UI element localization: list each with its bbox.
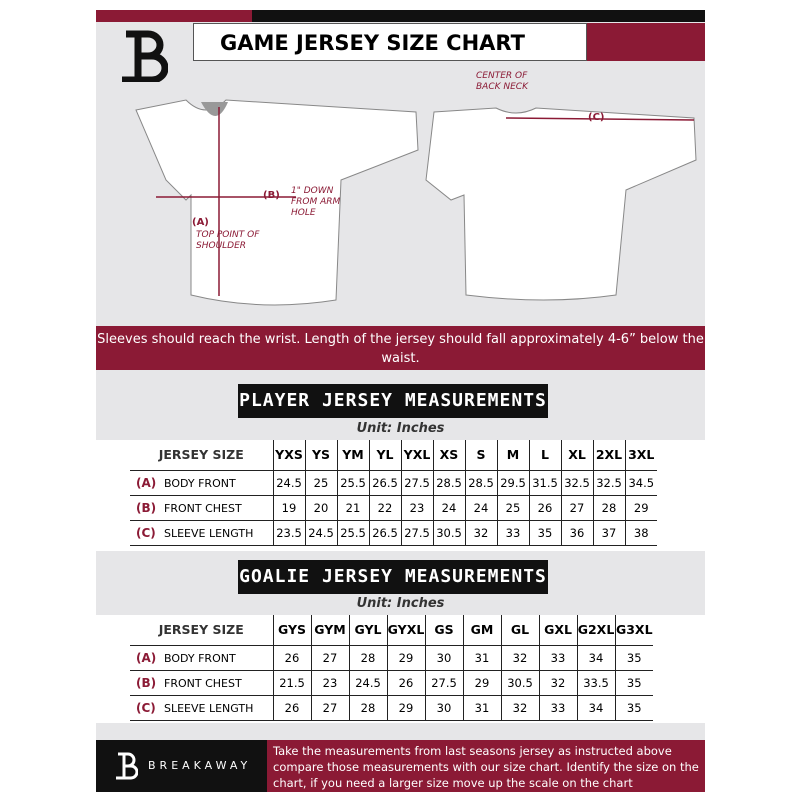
center-back-neck-note: CENTER OF BACK NECK <box>476 71 528 92</box>
top-bar-black <box>252 10 705 22</box>
measurement-cell: 25 <box>305 470 337 495</box>
measurement-cell: 35 <box>615 670 653 695</box>
footer-brand <box>96 740 267 792</box>
measurement-cell: 26 <box>387 670 425 695</box>
measurement-cell: 20 <box>305 495 337 520</box>
size-header-cell: 2XL <box>593 440 625 470</box>
measurement-cell: 27 <box>311 645 349 670</box>
player-title: PLAYER JERSEY MEASUREMENTS <box>238 384 548 418</box>
label-a: (A) <box>192 217 209 228</box>
row-code: (B) <box>136 500 157 515</box>
row-label <box>130 695 273 720</box>
measurement-cell: 26.5 <box>369 470 401 495</box>
player-table-area <box>96 440 705 551</box>
row-name: FRONT CHEST <box>164 501 242 515</box>
measurement-cell: 24.5 <box>273 470 305 495</box>
measurement-cell: 22 <box>369 495 401 520</box>
arm-hole-note: 1" DOWN FROM ARM HOLE <box>291 186 341 218</box>
measurement-cell: 27.5 <box>425 670 463 695</box>
jersey-diagram <box>96 90 705 315</box>
size-header-cell: G3XL <box>615 615 653 645</box>
page-title: GAME JERSEY SIZE CHART <box>193 23 587 61</box>
size-header-cell: S <box>465 440 497 470</box>
measurement-cell: 26.5 <box>369 520 401 545</box>
measurement-cell: 26 <box>529 495 561 520</box>
row-label <box>130 495 273 520</box>
measurement-cell: 25.5 <box>337 520 369 545</box>
measurement-cell: 32 <box>501 695 539 720</box>
size-header-cell: YS <box>305 440 337 470</box>
measurement-cell: 30 <box>425 695 463 720</box>
table-header-row <box>130 440 657 470</box>
measurement-cell: 25 <box>497 495 529 520</box>
measurement-cell: 32.5 <box>561 470 593 495</box>
table-row <box>130 645 653 670</box>
table-row <box>130 470 657 495</box>
measurement-cell: 26 <box>273 695 311 720</box>
size-header-cell: M <box>497 440 529 470</box>
row-code: (C) <box>136 525 156 540</box>
measurement-cell: 34.5 <box>625 470 657 495</box>
goalie-table-area <box>96 615 705 723</box>
table-header-row <box>130 615 653 645</box>
top-point-note: TOP POINT OF SHOULDER <box>196 230 260 251</box>
goalie-measurements-table <box>130 615 653 721</box>
measurement-cell: 29 <box>387 645 425 670</box>
measurement-cell: 24 <box>433 495 465 520</box>
measurement-cell: 28 <box>349 645 387 670</box>
measurement-cell: 24 <box>465 495 497 520</box>
measurement-cell: 29 <box>625 495 657 520</box>
measurement-cell: 34 <box>577 695 615 720</box>
size-header-cell: L <box>529 440 561 470</box>
measurement-cell: 31 <box>463 645 501 670</box>
measurement-cell: 33 <box>497 520 529 545</box>
measurement-cell: 33.5 <box>577 670 615 695</box>
measurement-cell: 33 <box>539 695 577 720</box>
size-header-cell: XL <box>561 440 593 470</box>
player-measurements-table <box>130 440 657 546</box>
measurement-cell: 32 <box>501 645 539 670</box>
measurement-cell: 31.5 <box>529 470 561 495</box>
measurement-cell: 27 <box>311 695 349 720</box>
row-name: SLEEVE LENGTH <box>164 701 254 715</box>
measurement-cell: 38 <box>625 520 657 545</box>
brand-name: BREAKAWAY <box>148 759 252 772</box>
measurement-cell: 35 <box>615 695 653 720</box>
row-code: (A) <box>136 650 157 665</box>
breakaway-logo <box>118 30 168 82</box>
fit-note-banner <box>96 326 705 370</box>
table-row <box>130 695 653 720</box>
measurement-cell: 29 <box>387 695 425 720</box>
size-header: JERSEY SIZE <box>158 622 244 638</box>
measurement-cell: 28 <box>349 695 387 720</box>
row-label <box>130 645 273 670</box>
measurement-cell: 28 <box>593 495 625 520</box>
measurement-cell: 37 <box>593 520 625 545</box>
measurement-cell: 23.5 <box>273 520 305 545</box>
row-name: BODY FRONT <box>164 476 236 490</box>
measurement-cell: 30 <box>425 645 463 670</box>
table-row <box>130 520 657 545</box>
size-header-cell: YXS <box>273 440 305 470</box>
measurement-cell: 31 <box>463 695 501 720</box>
size-header-cell: GXL <box>539 615 577 645</box>
footer-instructions: Take the measurements from last seasons jersey as instructed above compare those measurements with our size chart. Identify the size on the chart, if you need a larger size move up the scale on the chart <box>267 740 705 792</box>
row-name: FRONT CHEST <box>164 676 242 690</box>
player-unit: Unit: Inches <box>356 421 445 436</box>
table-row <box>130 670 653 695</box>
measurement-cell: 21 <box>337 495 369 520</box>
title-accent <box>587 23 705 61</box>
size-header-cell: 3XL <box>625 440 657 470</box>
breakaway-logo-small <box>114 752 138 780</box>
fit-note: Sleeves should reach the wrist. Length of the jersey should fall approximately 4-6” below the waist. <box>97 332 704 366</box>
size-header-cell: G2XL <box>577 615 615 645</box>
size-header-cell: GYXL <box>387 615 425 645</box>
measurement-cell: 24.5 <box>305 520 337 545</box>
size-header-cell: XS <box>433 440 465 470</box>
size-header-cell: YL <box>369 440 401 470</box>
row-code: (A) <box>136 475 157 490</box>
measurement-cell: 23 <box>401 495 433 520</box>
row-name: SLEEVE LENGTH <box>164 526 254 540</box>
size-header-cell: GYL <box>349 615 387 645</box>
top-bar-maroon <box>96 10 252 22</box>
measurement-cell: 35 <box>615 645 653 670</box>
measurement-cell: 19 <box>273 495 305 520</box>
measurement-cell: 23 <box>311 670 349 695</box>
size-header-cell: YXL <box>401 440 433 470</box>
label-c: (C) <box>588 112 605 123</box>
measurement-cell: 33 <box>539 645 577 670</box>
row-name: BODY FRONT <box>164 651 236 665</box>
size-chart-page <box>96 10 705 792</box>
goalie-title: GOALIE JERSEY MEASUREMENTS <box>238 560 548 594</box>
row-code: (C) <box>136 700 156 715</box>
measurement-cell: 27.5 <box>401 520 433 545</box>
measurement-cell: 35 <box>529 520 561 545</box>
measurement-cell: 24.5 <box>349 670 387 695</box>
measurement-cell: 34 <box>577 645 615 670</box>
measurement-cell: 32 <box>539 670 577 695</box>
size-header-cell: GM <box>463 615 501 645</box>
label-b: (B) <box>263 190 280 201</box>
measurement-cell: 29.5 <box>497 470 529 495</box>
measurement-cell: 26 <box>273 645 311 670</box>
row-label <box>130 670 273 695</box>
size-header-cell: GYM <box>311 615 349 645</box>
measurement-cell: 21.5 <box>273 670 311 695</box>
measurement-cell: 36 <box>561 520 593 545</box>
size-header: JERSEY SIZE <box>158 447 244 463</box>
measurement-cell: 30.5 <box>433 520 465 545</box>
measurement-cell: 29 <box>463 670 501 695</box>
measurement-cell: 30.5 <box>501 670 539 695</box>
measurement-cell: 28.5 <box>433 470 465 495</box>
row-label <box>130 470 273 495</box>
measurement-cell: 32 <box>465 520 497 545</box>
measurement-cell: 28.5 <box>465 470 497 495</box>
row-label <box>130 520 273 545</box>
size-header-cell: GYS <box>273 615 311 645</box>
measurement-cell: 25.5 <box>337 470 369 495</box>
row-code: (B) <box>136 675 157 690</box>
table-row <box>130 495 657 520</box>
measurement-cell: 27.5 <box>401 470 433 495</box>
goalie-unit: Unit: Inches <box>356 596 445 611</box>
size-header-cell: GL <box>501 615 539 645</box>
size-header-cell: GS <box>425 615 463 645</box>
measurement-cell: 27 <box>561 495 593 520</box>
size-header-cell: YM <box>337 440 369 470</box>
measurement-cell: 32.5 <box>593 470 625 495</box>
